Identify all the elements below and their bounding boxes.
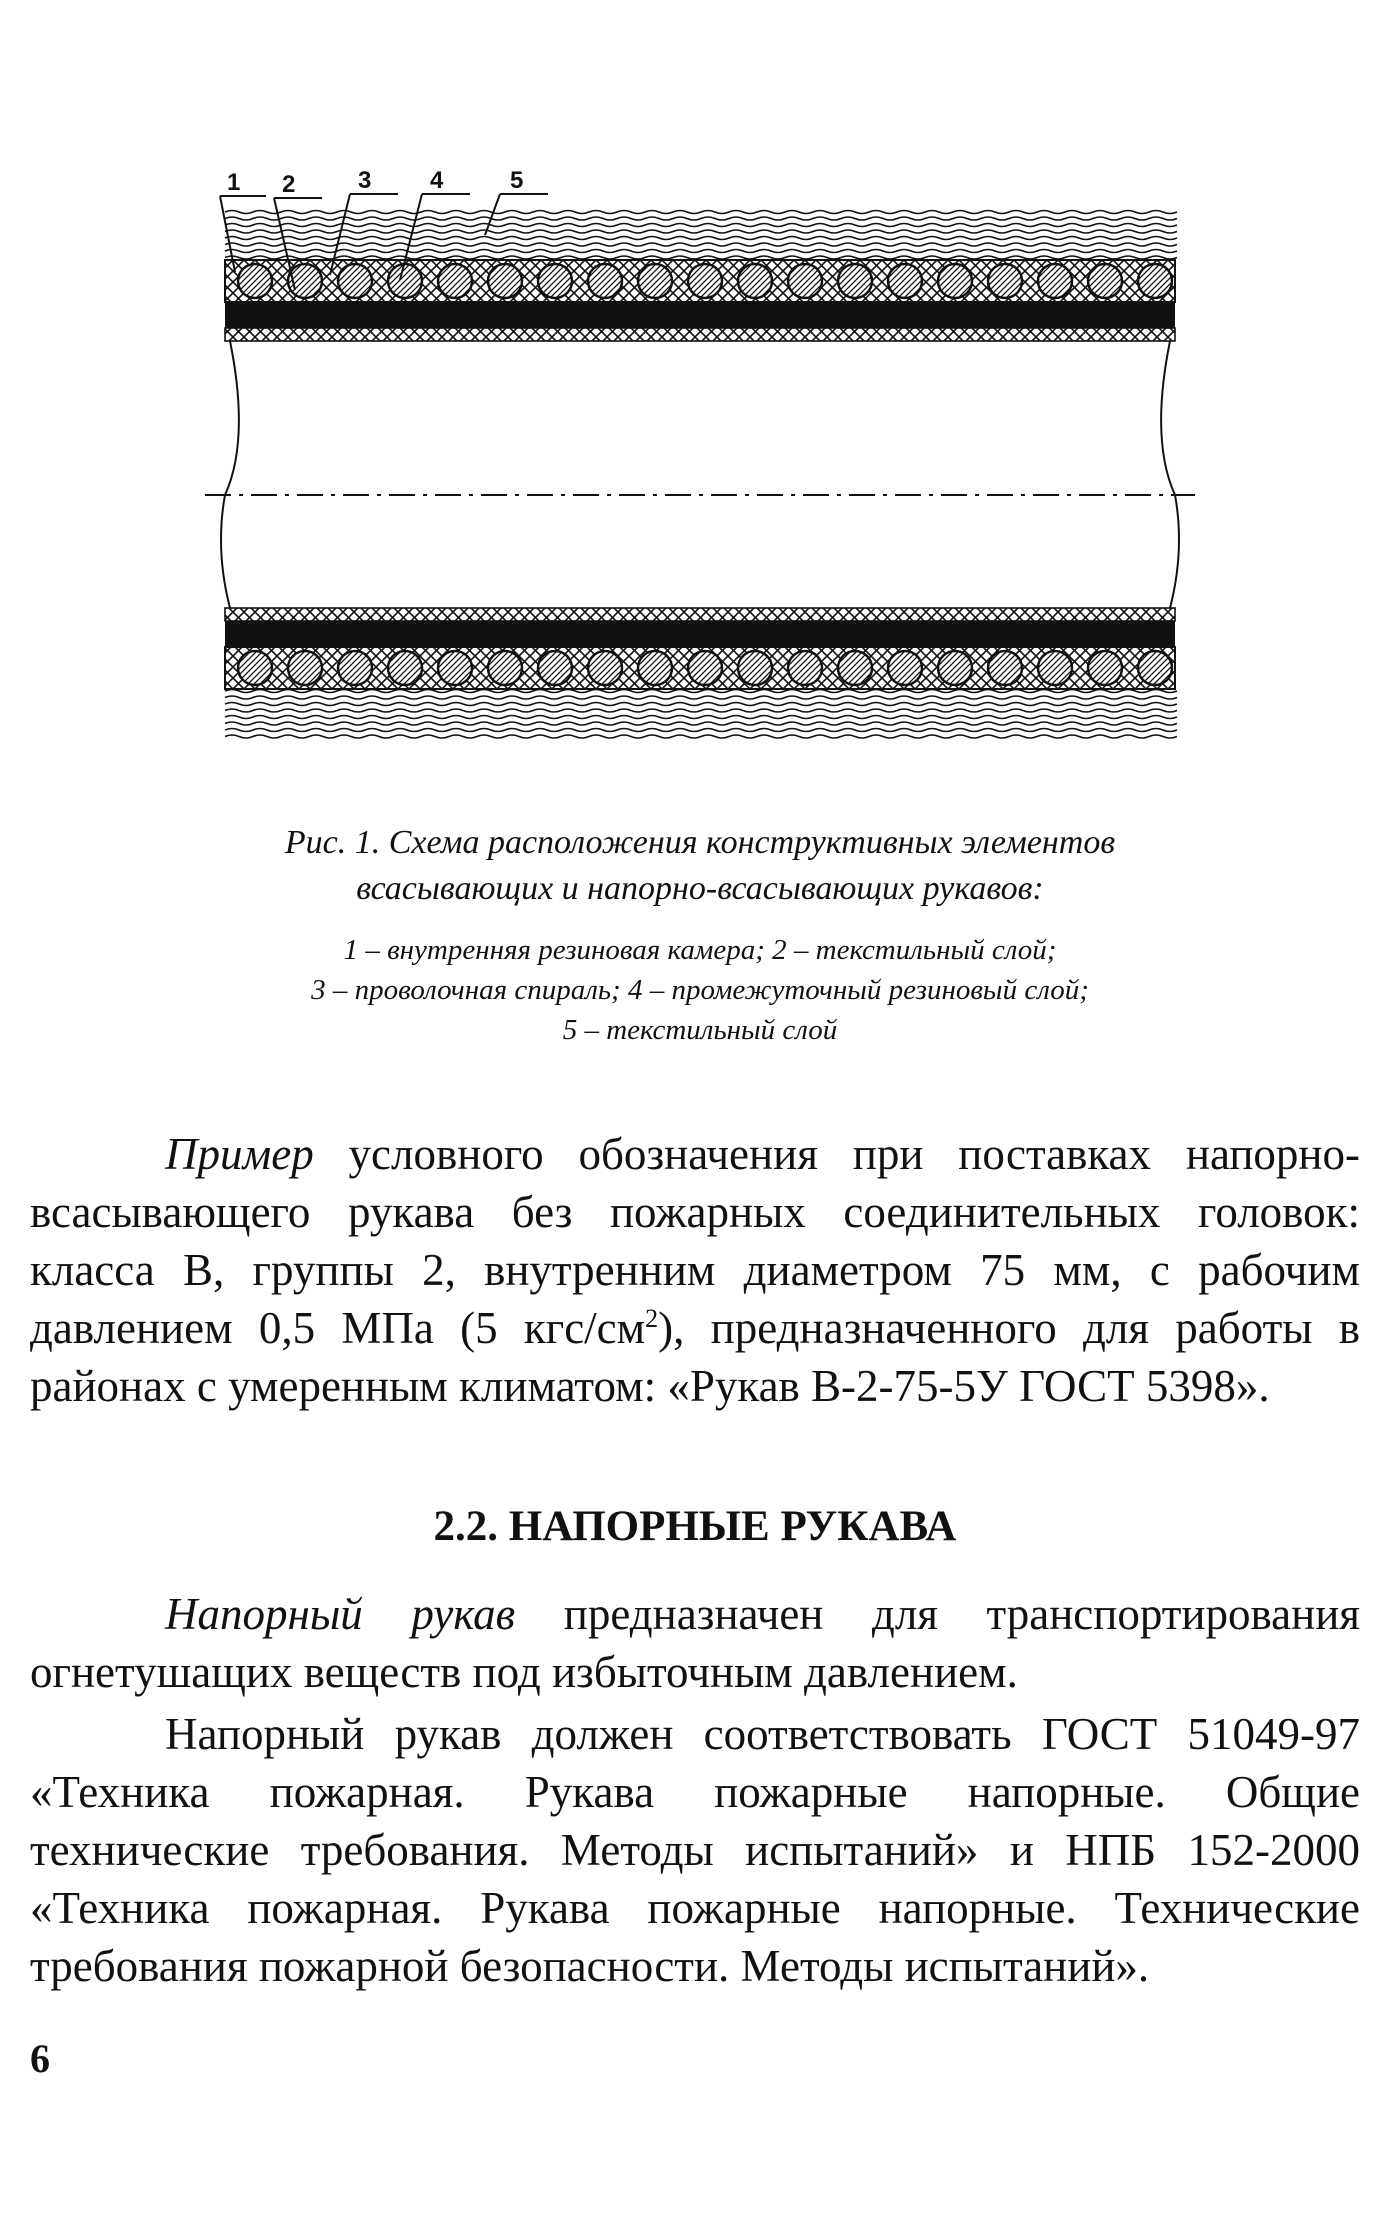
wire-spiral-top-wire xyxy=(788,264,822,298)
paragraph1-lead: Пример xyxy=(165,1129,314,1179)
wire-spiral-bottom-wire xyxy=(738,651,772,685)
section-heading: 2.2. НАПОРНЫЕ РУКАВА xyxy=(433,1503,957,1550)
wire-spiral-top-wire xyxy=(438,264,472,298)
wire-spiral-bottom-wire xyxy=(688,651,722,685)
textile-ply-bottom xyxy=(225,621,1175,646)
wire-spiral-bottom-wire xyxy=(1138,651,1172,685)
wire-spiral-top-wire xyxy=(888,264,922,298)
outer-textile-layer-bottom xyxy=(225,696,1177,699)
wire-spiral-top-wire xyxy=(1138,264,1172,298)
wire-spiral-bottom-wire xyxy=(588,651,622,685)
figure-caption-legend xyxy=(130,930,1270,1050)
wire-spiral-top-wire xyxy=(738,264,772,298)
outer-textile-layer-top xyxy=(225,224,1177,227)
figure-caption-title xyxy=(130,820,1270,912)
wire-spiral-top-wire xyxy=(988,264,1022,298)
wire-spiral-bottom-wire xyxy=(238,651,272,685)
callout-number-1: 1 xyxy=(227,169,241,196)
paragraph3-text: Напорный рукав должен соответствовать ГОСТ 51049-97 «Техника пожарная. Рукава пожарные напорные. Общие технические требования. Методы испытаний» и НПБ 152-2000 «Техника пожарная. Рукава пожарные напорные. Технические требования пожарной безопасности. Методы испытаний». xyxy=(30,1709,1360,1991)
wire-spiral-bottom-wire xyxy=(788,651,822,685)
paragraph1-text-a: условного обозначения при поставках напорно-всасывающего рукава без пожарных соединительных головок: класса В, группы 2, внутренним диаметром 75 мм, с рабочим давлением 0,5 МПа (5 кгс/см xyxy=(30,1129,1360,1353)
callout-number-3: 3 xyxy=(358,167,372,194)
wire-spiral-top-wire xyxy=(338,264,372,298)
wire-spiral-top-wire xyxy=(488,264,522,298)
outer-textile-layer-top xyxy=(225,237,1177,240)
wire-spiral-bottom-wire xyxy=(388,651,422,685)
callout-number-5: 5 xyxy=(510,167,524,194)
wire-spiral-bottom-wire xyxy=(288,651,322,685)
wire-spiral-bottom-wire xyxy=(988,651,1022,685)
example-designation-paragraph xyxy=(30,1125,1360,1415)
caption-legend-line1: 1 – внутренняя резиновая камера; 2 – текстильный слой; xyxy=(343,934,1057,966)
bore-edge-left xyxy=(221,341,239,608)
outer-textile-layer-bottom xyxy=(225,729,1177,732)
wire-spiral-top-wire xyxy=(838,264,872,298)
page-number: 6 xyxy=(30,2036,50,2081)
callout-number-4: 4 xyxy=(430,167,444,194)
wire-spiral-top-wire xyxy=(1088,264,1122,298)
outer-textile-layer-bottom xyxy=(225,703,1177,706)
caption-legend-line2: 3 – проволочная спираль; 4 – промежуточный резиновый слой; xyxy=(311,974,1089,1006)
pressure-hose-definition-paragraph xyxy=(30,1585,1360,1701)
bore-edge-right xyxy=(1161,341,1179,608)
callout-leader-5 xyxy=(485,194,500,235)
paragraph1-sup: 2 xyxy=(645,1304,659,1333)
wire-spiral-bottom-wire xyxy=(888,651,922,685)
wire-spiral-top-wire xyxy=(1038,264,1072,298)
wire-spiral-bottom-wire xyxy=(938,651,972,685)
outer-textile-layer-top xyxy=(225,230,1177,233)
outer-textile-layer-bottom xyxy=(225,722,1177,725)
paragraph2-text: предназначен для транспортирования огнетушащих веществ под избыточным давлением. xyxy=(30,1589,1361,1697)
paragraph1-text-b: ), предназначенного для работы в районах с умеренным климатом: «Рукав В-2-75-5У ГОСТ 5398». xyxy=(30,1303,1360,1411)
caption-title-line2: всасывающих и напорно-всасывающих рукавов: xyxy=(356,870,1044,907)
wire-spiral-bottom-wire xyxy=(488,651,522,685)
textile-ply-top xyxy=(225,303,1175,328)
outer-textile-layer-bottom xyxy=(225,735,1177,738)
inner-tube-top xyxy=(225,328,1175,341)
wire-spiral-bottom-wire xyxy=(338,651,372,685)
paragraph2-lead: Напорный рукав xyxy=(165,1589,516,1639)
wire-spiral-top-wire xyxy=(638,264,672,298)
inner-tube-bottom xyxy=(225,608,1175,621)
hose-cross-section-diagram xyxy=(200,150,1200,790)
outer-textile-layer-top xyxy=(225,250,1177,253)
wire-spiral-top-wire xyxy=(688,264,722,298)
wire-spiral-bottom-wire xyxy=(538,651,572,685)
caption-title-line1: Рис. 1. Схема расположения конструктивных элементов xyxy=(284,824,1116,861)
wire-spiral-bottom-wire xyxy=(1088,651,1122,685)
wire-spiral-top-wire xyxy=(938,264,972,298)
outer-textile-layer-top xyxy=(225,243,1177,246)
outer-textile-layer-bottom xyxy=(225,709,1177,712)
wire-spiral-bottom-wire xyxy=(638,651,672,685)
wire-spiral-bottom-wire xyxy=(838,651,872,685)
callout-number-2: 2 xyxy=(282,171,296,198)
wire-spiral-top-wire xyxy=(238,264,272,298)
standards-paragraph xyxy=(30,1705,1360,1995)
hose-wall-layers xyxy=(205,211,1195,739)
wire-spiral-bottom-wire xyxy=(1038,651,1072,685)
outer-textile-layer-top xyxy=(225,211,1177,214)
wire-spiral-top-wire xyxy=(388,264,422,298)
wire-spiral-top-wire xyxy=(588,264,622,298)
outer-textile-layer-top xyxy=(225,217,1177,220)
wire-spiral-top-wire xyxy=(538,264,572,298)
outer-textile-layer-top xyxy=(225,256,1177,259)
wire-spiral-bottom-wire xyxy=(438,651,472,685)
outer-textile-layer-bottom xyxy=(225,716,1177,719)
caption-legend-line3: 5 – текстильный слой xyxy=(562,1014,838,1046)
